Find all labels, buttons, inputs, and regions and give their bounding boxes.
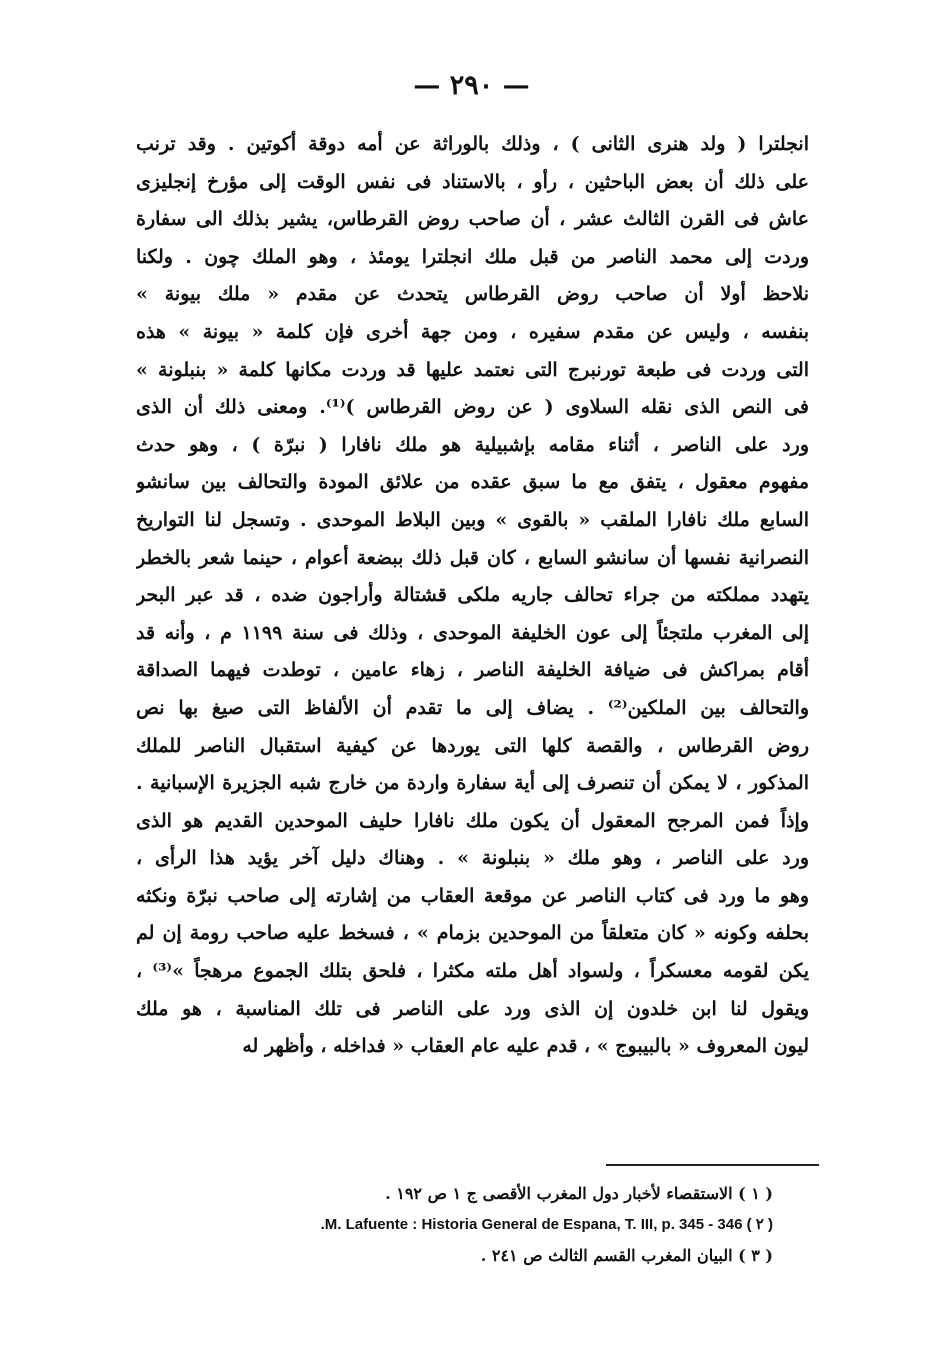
text-line: ليون المعروف « بالبيبوج » ، قدم عليه عام العقاب « فداخله ، وأظهر له — [242, 1035, 809, 1058]
text-line: ورد على الناصر ، أثناء مقامه بإشبيلية هو ملك نافارا ( نبرّة ) ، وهو حدث — [136, 433, 809, 456]
text-line: والتحالف بين الملكين⁽²⁾ . يضاف إلى ما تقدم أن الألفاظ التى صيغ بها نص — [136, 696, 809, 719]
text-line: ورد على الناصر ، وهو ملك « بنبلونة » . وهناك دليل آخر يؤيد هذا الرأى ، — [136, 847, 809, 870]
text-line: وإذاً فمن المرجح المعقول أن يكون ملك نافارا حليف الموحدين القديم هو الذى — [136, 809, 809, 832]
text-line: فى النص الذى نقله السلاوى ( عن روض القرطاس )⁽¹⁾. ومعنى ذلك أن الذى — [136, 396, 809, 419]
text-line: روض القرطاس ، والقصة كلها التى يوردها عن كيفية استقبال الناصر للملك — [136, 734, 809, 757]
text-line: يكن لقومه معسكراً ، ولسواد أهل ملته مكثرا ، فلحق بتلك الجموع مرهجاً »⁽³⁾ ، — [136, 960, 809, 983]
text-line: بحلفه وكونه « كان متعلقاً من الموحدين بزمام » ، فسخط عليه صاحب رومة إن لم — [136, 922, 809, 945]
page-number: — ٢٩٠ — — [413, 70, 530, 101]
text-line: بنفسه ، وليس عن مقدم سفيره ، ومن جهة أخرى فإن كلمة « بيونة » هذه — [136, 320, 809, 343]
footnote-1: ( ١ ) الاستقصاء لأخبار دول المغرب الأقصى ج ١ ص ١٩٢ . — [385, 1184, 773, 1203]
text-line: التى وردت فى طبعة تورنبرج التى نعتمد عليها قد وردت مكانها كلمة « بنبلونة » — [136, 358, 809, 381]
footnote-3: ( ٣ ) البيان المغرب القسم الثالث ص ٢٤١ . — [480, 1246, 773, 1265]
footnote-divider — [606, 1164, 819, 1166]
text-line: مفهوم معقول ، يتفق مع ما سبق عقده من علائق المودة والتحالف بين سانشو — [136, 471, 809, 494]
text-line: أقام بمراكش فى ضيافة الخليفة الناصر ، زهاء عامين ، توطدت فيهما الصداقة — [136, 659, 809, 682]
text-line: نلاحظ أولا أن صاحب روض القرطاس يتحدث عن مقدم « ملك بيونة » — [136, 283, 809, 306]
text-line: على ذلك أن بعض الباحثين ، رأو ، بالاستناد فى نفس الوقت إلى مؤرخ إنجليزى — [136, 170, 809, 193]
footnote-2: ( ٢ ) M. Lafuente : Historia General de Espana, T. III, p. 345 - 346. — [320, 1216, 773, 1233]
text-line: النصرانية نفسها أن سانشو السابع ، كان قبل ذلك ببضعة أعوام ، حينما شعر بالخطر — [136, 546, 809, 569]
text-line: ويقول لنا ابن خلدون إن الذى ورد على الناصر فى تلك المناسبة ، هو ملك — [136, 997, 809, 1020]
main-text — [136, 126, 809, 1066]
text-line: عاش فى القرن الثالث عشر ، أن صاحب روض القرطاس، يشير بذلك الى سفارة — [136, 208, 809, 231]
text-line: إلى المغرب ملتجئاً إلى عون الخليفة الموحدى ، وذلك فى سنة ١١٩٩ م ، وأنه قد — [136, 621, 809, 644]
text-line: وردت إلى محمد الناصر من قبل ملك انجلترا يومئذ ، وهو الملك چون . ولكنا — [136, 245, 809, 268]
text-line: وهو ما ورد فى كتاب الناصر عن موقعة العقاب من إشارته إلى صاحب نبرّة ونكثه — [136, 884, 809, 907]
text-line: السابع ملك نافارا الملقب « بالقوى » وبين البلاط الموحدى . وتسجل لنا التواريخ — [136, 508, 809, 531]
text-line: يتهدد مملكته من جراء تحالف جاريه ملكى قشتالة وأراجون ضده ، قد عبر البحر — [136, 584, 809, 607]
text-line: المذكور ، لا يمكن أن تنصرف إلى أية سفارة واردة من خارج شبه الجزيرة الإسبانية . — [136, 772, 809, 795]
text-line: انجلترا ( ولد هنرى الثانى ) ، وذلك بالوراثة عن أمه دوقة أكوتين . وقد ترنب — [136, 133, 809, 155]
footnotes — [136, 1178, 809, 1271]
